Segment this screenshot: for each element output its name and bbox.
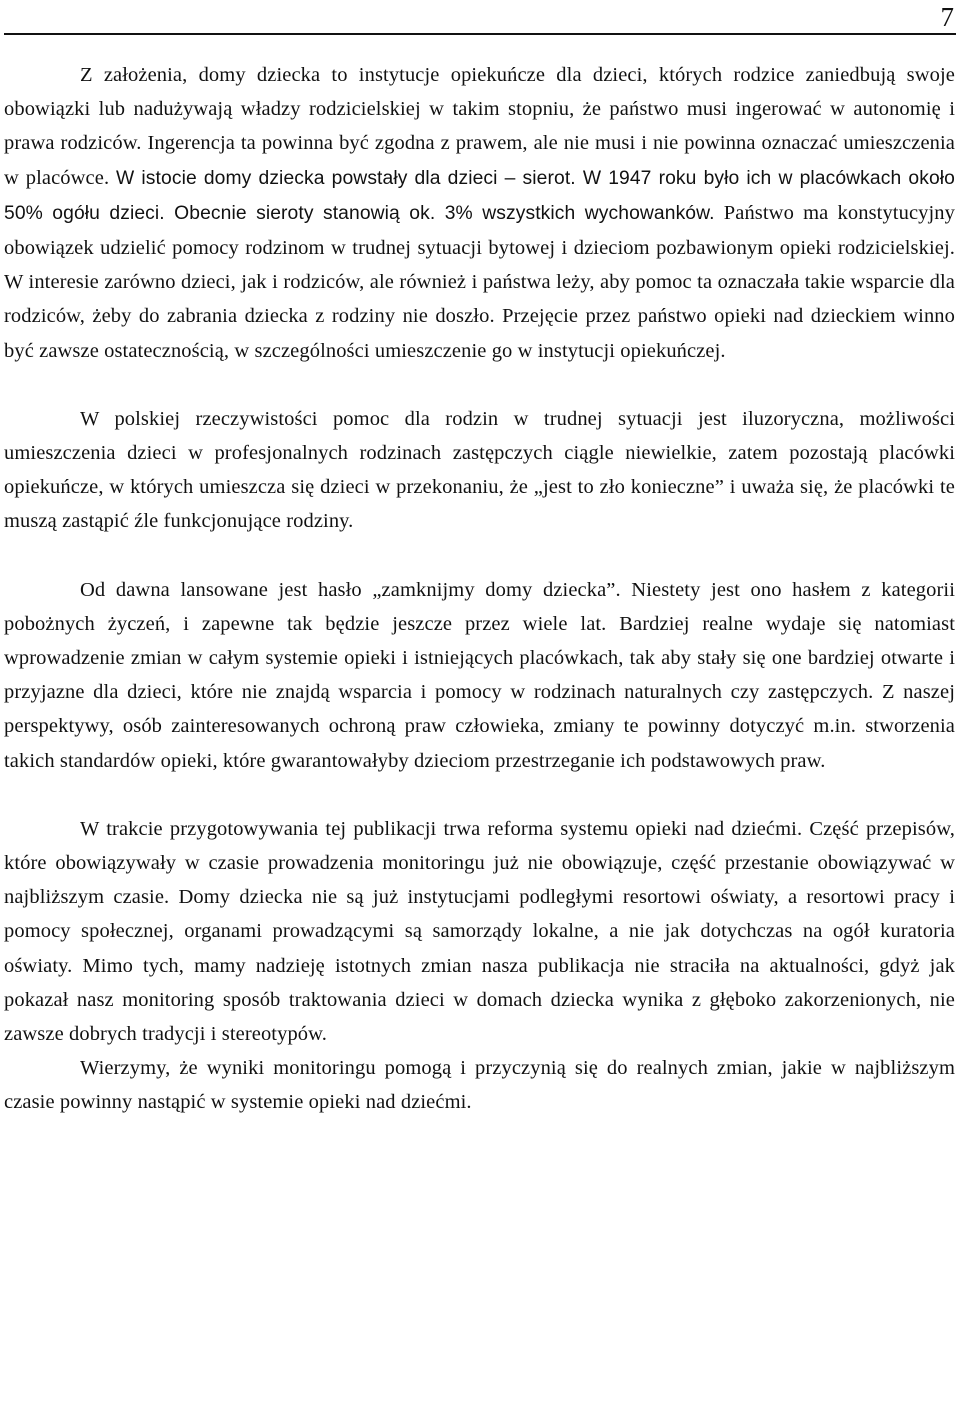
- paragraph-gap: [4, 539, 955, 573]
- paragraph-intro-part-3: Państwo ma konstytucyjny obowiązek udzielić pomocy rodzinom w trudnej sytuacji bytowej i dzieciom pozbawionym opieki rodzicielskiej. W interesie zarówno dzieci, jak i rodziców, ale również i państwa leży, aby pomoc ta oznaczała takie wsparcie dla rodziców, żeby do zabrania dziecka z rodziny nie doszło. Przejęcie przez państwo opieki nad dzieckiem winno być zawsze ostatecznością, w szczególności umieszczenie go w instytucji opiekuńczej.: [4, 201, 955, 362]
- paragraph-reality: W polskiej rzeczywistości pomoc dla rodzin w trudnej sytuacji jest iluzoryczna, możliwości umieszczenia dzieci w profesjonalnych rodzinach zastępczych ciągle niewielkie, zatem pozostają placówki opiekuńcze, w których umieszcza się dzieci w przekonaniu, że „jest to zło konieczne” i uważa się, że placówki te muszą zastąpić źle funkcjonujące rodziny.: [4, 407, 955, 533]
- body-text: [4, 58, 955, 1120]
- page-number: 7: [940, 2, 954, 32]
- paragraph-intro-part-2: W istocie domy dziecka powstały dla dzieci – sierot. W 1947 roku było ich w placówkach około 50% ogółu dzieci. Obecnie sieroty stanowią ok. 3% wszystkich wychowanków.: [4, 167, 955, 224]
- paragraph-intro-part-1: Z założenia, domy dziecka to instytucje opiekuńcze dla dzieci, których rodzice zaniedbują swoje obowiązki lub nadużywają władzy rodzicielskiej w takim stopniu, że państwo musi ingerować w autonomię i prawa rodziców. Ingerencja ta powinna być zgodna z prawem, ale nie musi i nie powinna oznaczać umieszczenia w placówce.: [4, 64, 955, 189]
- paragraph-closing: Wierzymy, że wyniki monitoringu pomogą i przyczynią się do realnych zmian, jakie w najbliższym czasie powinny nastąpić w systemie opieki nad dziećmi.: [4, 1057, 955, 1114]
- paragraph-gap: [4, 368, 955, 402]
- paragraph-slogan: Od dawna lansowane jest hasło „zamknijmy domy dziecka”. Niestety jest ono hasłem z kategorii pobożnych życzeń, i zapewne tak będzie jeszcze przez wiele lat. Bardziej realne wydaje się natomiast wprowadzenie zmian w całym systemie opieki i istniejących placówkach, tak aby stały się one bardziej otwarte i przyjazne dla dzieci, które nie znajdą wsparcia i pomocy w rodzinach naturalnych czy zastępczych. Z naszej perspektywy, osób zainteresowanych ochroną praw człowieka, zmiany te powinny dotyczyć m.in. stworzenia takich standardów opieki, które gwarantowałyby dzieciom przestrzeganie ich podstawowych praw.: [4, 578, 955, 772]
- paragraph-gap: [4, 778, 955, 812]
- header-rule: [4, 33, 956, 35]
- paragraph-reform: W trakcie przygotowywania tej publikacji trwa reforma systemu opieki nad dziećmi. Część przepisów, które obowiązywały w czasie prowadzenia monitoringu już nie obowiązuje, część przestanie obowiązywać w najbliższym czasie. Domy dziecka nie są już instytucjami podległymi resortowi oświaty, a resortowi pracy i pomocy społecznej, organami prowadzącymi są samorządy lokalne, a nie jak dotychczas na ogół kuratoria oświaty. Mimo tych, mamy nadzieję istotnych zmian nasza publikacja nie straciła na aktualności, gdyż jak pokazał nasz monitoring sposób traktowania dzieci w domach dziecka wynika z głęboko zakorzenionych, nie zawsze dobrych tradycji i stereotypów.: [4, 817, 955, 1046]
- paragraph-intro: [4, 58, 955, 368]
